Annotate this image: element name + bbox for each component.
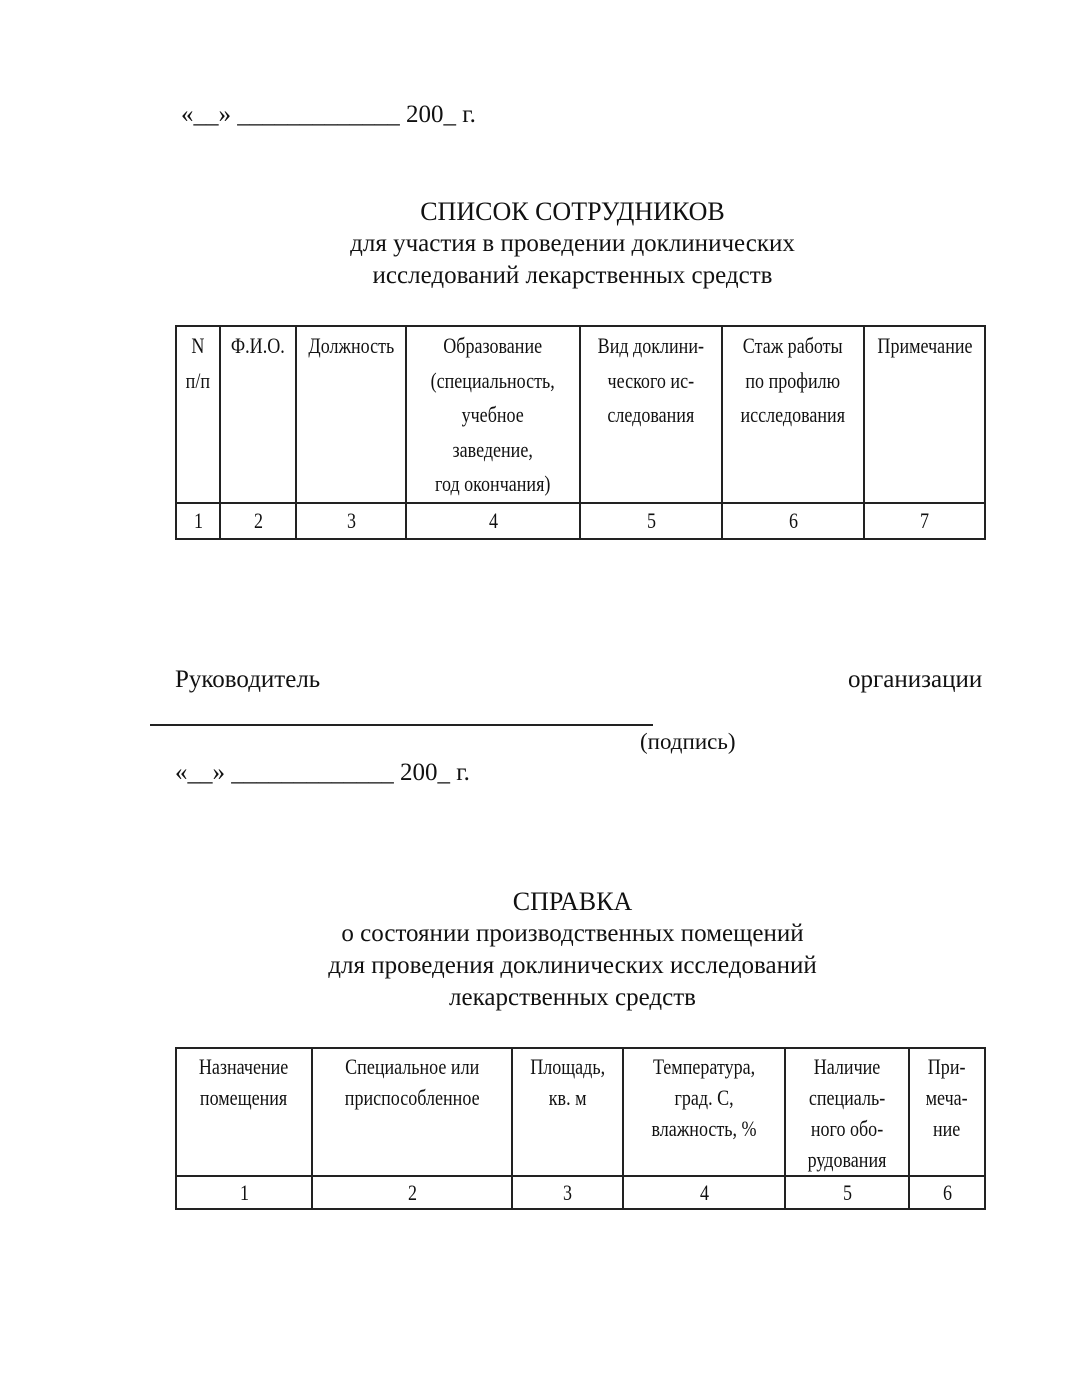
premises-report-title: СПРАВКА	[512, 887, 633, 916]
number-cell: 1	[176, 503, 220, 539]
header-cell-temperature: Температура, град. С, влажность, %	[623, 1048, 785, 1176]
header-cell-special: Специальное или приспособленное	[312, 1048, 512, 1176]
header-cell-education: Образование (специальность, учебное заведение, год окончания)	[406, 326, 580, 503]
header-cell-equipment: Наличие специаль- ного обо- рудования	[785, 1048, 909, 1176]
number-cell: 5	[580, 503, 722, 539]
signature-head-label: Руководитель	[175, 666, 321, 693]
employee-list-subtitle-1: для участия в проведении доклинических	[350, 230, 795, 257]
header-cell-note: Примечание	[864, 326, 985, 503]
table-header-row	[176, 1048, 985, 1176]
header-cell-experience: Стаж работы по профилю исследования	[722, 326, 864, 503]
number-cell: 3	[512, 1176, 623, 1209]
number-cell: 6	[722, 503, 864, 539]
table-number-row	[176, 503, 985, 539]
signature-caption: (подпись)	[640, 729, 736, 754]
number-cell: 6	[909, 1176, 985, 1209]
number-cell: 2	[220, 503, 296, 539]
table-header-row	[176, 326, 985, 503]
signature-organization-label: организации	[848, 666, 983, 693]
header-cell-note: При- меча- ние	[909, 1048, 985, 1176]
header-cell-purpose: Назначение помещения	[176, 1048, 312, 1176]
table-number-row	[176, 1176, 985, 1209]
employee-list-title-block	[0, 196, 1071, 292]
employee-list-title: СПИСОК СОТРУДНИКОВ	[420, 197, 725, 226]
number-cell: 5	[785, 1176, 909, 1209]
number-cell: 4	[406, 503, 580, 539]
employee-list-table	[175, 325, 986, 540]
header-cell-position: Должность	[296, 326, 406, 503]
header-cell-number: N п/п	[176, 326, 220, 503]
signature-date-line: «__» _____________ 200_ г.	[175, 759, 470, 786]
premises-report-table	[175, 1047, 986, 1210]
premises-report-title-block	[0, 886, 1071, 1014]
number-cell: 2	[312, 1176, 512, 1209]
header-cell-name: Ф.И.О.	[220, 326, 296, 503]
employee-list-subtitle-2: исследований лекарственных средств	[372, 262, 773, 289]
premises-report-subtitle-2: для проведения доклинических исследований	[328, 952, 817, 979]
number-cell: 4	[623, 1176, 785, 1209]
number-cell: 1	[176, 1176, 312, 1209]
number-cell: 7	[864, 503, 985, 539]
header-cell-study-type: Вид доклини- ческого ис- следования	[580, 326, 722, 503]
number-cell: 3	[296, 503, 406, 539]
premises-report-subtitle-1: о состоянии производственных помещений	[341, 920, 804, 947]
signature-line	[150, 724, 653, 726]
premises-report-subtitle-3: лекарственных средств	[449, 984, 696, 1011]
date-line-top: «__» _____________ 200_ г.	[181, 101, 476, 128]
header-cell-area: Площадь, кв. м	[512, 1048, 623, 1176]
